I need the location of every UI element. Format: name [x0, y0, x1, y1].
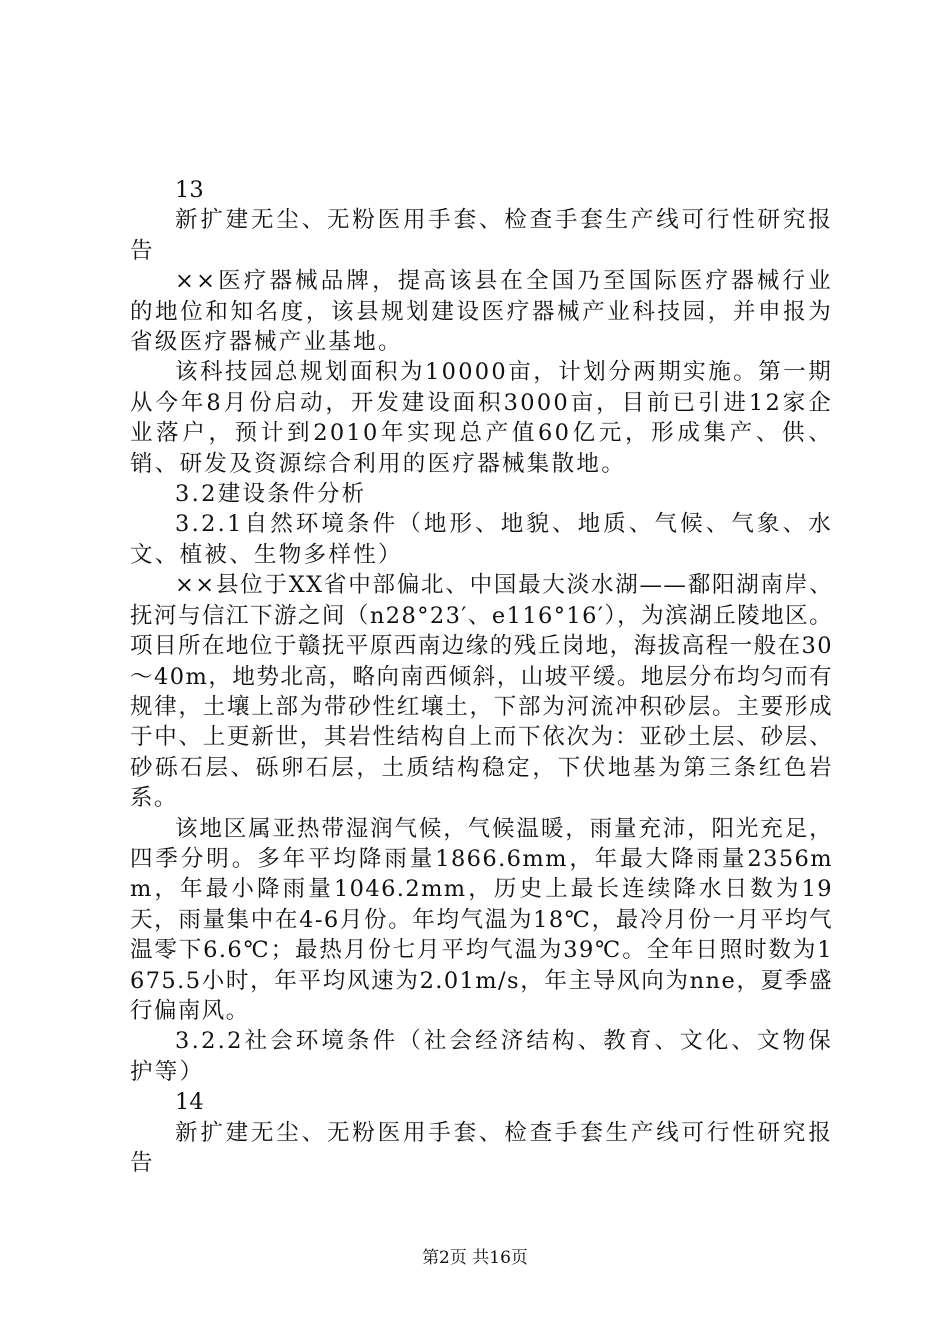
page-footer: 第2页 共16页 [422, 1248, 528, 1268]
body-paragraph: ××医疗器械品牌，提高该县在全国乃至国际医疗器械行业的地位和知名度，该县规划建设医疗器械产业科技园，并申报为省级医疗器械产业基地。 [130, 268, 833, 356]
page-number-14: 14 [175, 1089, 204, 1116]
body-paragraph: 该科技园总规划面积为10000亩，计划分两期实施。第一期从今年8月份启动，开发建设面积3000亩，目前已引进12家企业落户，预计到2010年实现总产值60亿元，形成集产、供、销、研发及资源综合利用的医疗器械集散地。 [130, 359, 833, 477]
subsection-heading: 3.2.2社会环境条件（社会经济结构、教育、文化、文物保护等） [130, 1028, 833, 1085]
body-paragraph: 该地区属亚热带湿润气候，气候温暖，雨量充沛，阳光充足，四季分明。多年平均降雨量1866.6mm，年最大降雨量2356mm，年最小降雨量1046.2mm，历史上最长连续降水日数为19天，雨量集中在4-6月份。年均气温为18℃，最冷月份一月平均气温零下6.6℃；最热月份七月平均气温为39℃。全年日照时数为1675.5小时，年平均风速为2.01m/s，年主导风向为nne，夏季盛行偏南风。 [130, 815, 833, 1024]
page-number-13: 13 [175, 177, 204, 203]
section-heading: 3.2建设条件分析 [175, 481, 367, 508]
document-body [130, 175, 833, 1178]
report-title-line: 新扩建无尘、无粉医用手套、检查手套生产线可行性研究报告 [130, 207, 833, 264]
subsection-heading: 3.2.1自然环境条件（地形、地貌、地质、气候、气象、水文、植被、生物多样性） [130, 511, 833, 568]
report-title-line: 新扩建无尘、无粉医用手套、检查手套生产线可行性研究报告 [130, 1119, 833, 1176]
body-paragraph: ××县位于XX省中部偏北、中国最大淡水湖——鄱阳湖南岸、抚河与信江下游之间（n28°23′、e116°16′），为滨湖丘陵地区。项目所在地位于赣抚平原西南边缘的残丘岗地，海拔高程一般在30～40m，地势北高，略向南西倾斜，山坡平缓。地层分布均匀而有规律，土壤上部为带砂性红壤土，下部为河流冲积砂层。主要形成于中、上更新世，其岩性结构自上而下依次为：亚砂土层、砂层、砂砾石层、砾卵石层，土质结构稳定，下伏地基为第三条红色岩系。 [130, 572, 833, 812]
